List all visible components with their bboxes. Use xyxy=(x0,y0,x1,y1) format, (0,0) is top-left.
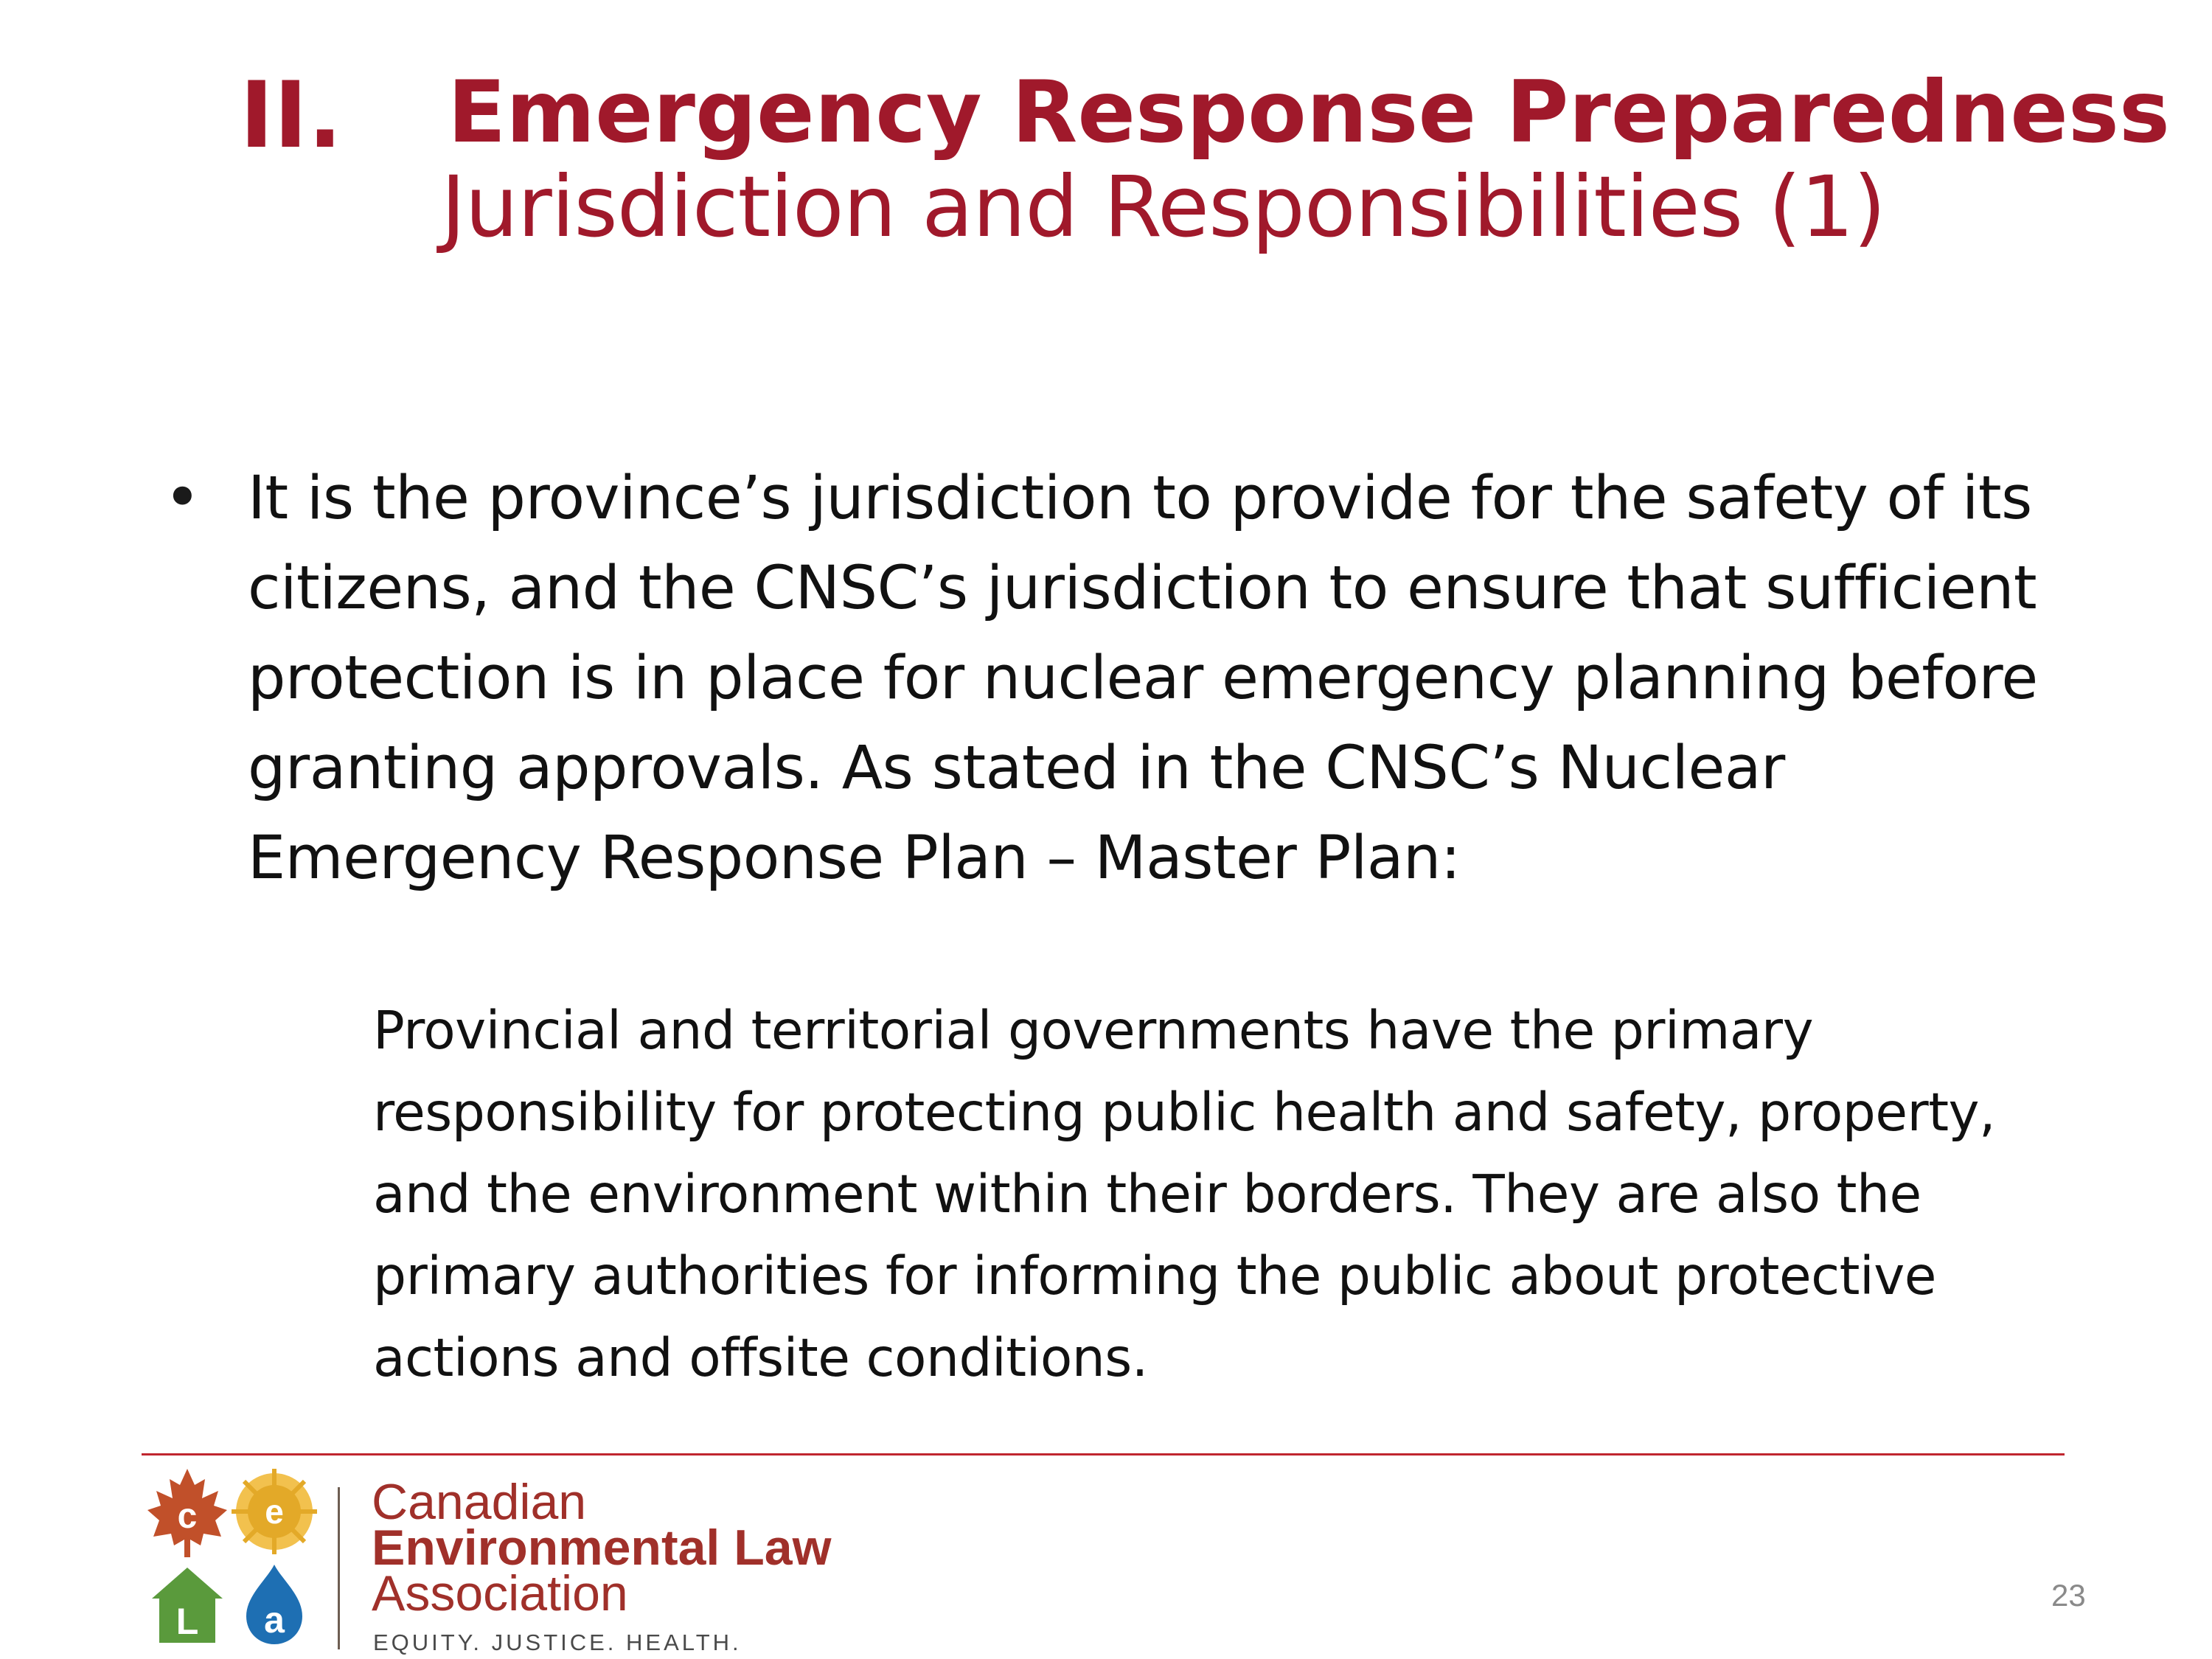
maple-leaf-icon xyxy=(147,1469,227,1557)
logo-letter-e: e xyxy=(265,1492,284,1531)
logo-letter-a: a xyxy=(264,1599,285,1641)
logo-letter-c: c xyxy=(177,1497,198,1536)
sun-icon xyxy=(232,1469,317,1554)
logo-name-line1: Canadian xyxy=(372,1474,587,1530)
cela-logo xyxy=(145,1469,860,1653)
slide-title: Emergency Response Preparedness xyxy=(448,63,2170,162)
logo-name-line2: Environmental Law xyxy=(372,1520,832,1576)
footer-divider xyxy=(142,1453,2065,1455)
block-quote: Provincial and territorial governments have the primary responsibility for protecting public health and safety, property, and the environment within their borders. They are also the primary authorities for informing the public about protective actions and offsite conditions. xyxy=(373,1000,1996,1388)
bullet-paragraph: It is the province’s jurisdiction to provide for the safety of its citizens, and the CNSC’s jurisdiction to ensure that sufficient protection is in place for nuclear emergency planning before granting approvals. As stated in the CNSC’s Nuclear Emergency Response Plan – Master Plan: xyxy=(248,464,2038,893)
water-drop-icon xyxy=(246,1565,302,1644)
logo-icons xyxy=(145,1469,336,1653)
logo-divider xyxy=(338,1487,340,1649)
bullet-marker: • xyxy=(164,461,201,535)
logo-name-line3: Association xyxy=(372,1565,628,1621)
house-icon xyxy=(152,1568,223,1643)
logo-tagline: EQUITY. JUSTICE. HEALTH. xyxy=(373,1630,742,1655)
logo-letter-l: L xyxy=(175,1601,199,1642)
title-numeral: II. xyxy=(240,63,343,169)
page-number: 23 xyxy=(2051,1578,2086,1613)
slide-subtitle: Jurisdiction and Responsibilities (1) xyxy=(441,158,1885,256)
